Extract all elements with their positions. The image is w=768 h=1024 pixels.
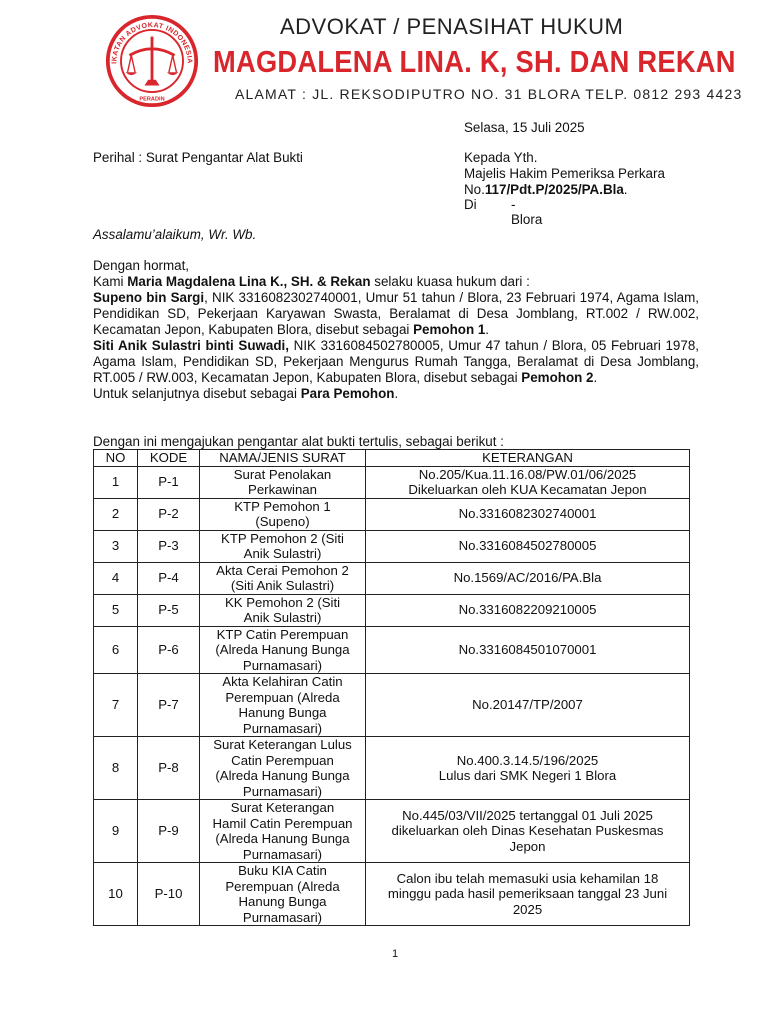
recipient-case-number: No.117/Pdt.P/2025/PA.Bla. xyxy=(464,182,628,197)
header-name: NAMA/JENIS SURAT xyxy=(200,450,366,467)
table-row xyxy=(94,530,690,562)
table-row xyxy=(94,737,690,800)
cell-name: Surat Keterangan Hamil Catin Perempuan (Alreda Hanung Bunga Purnamasari) xyxy=(200,800,366,863)
table-row xyxy=(94,562,690,594)
recipient-salutation: Kepada Yth. xyxy=(464,150,538,165)
cell-code: P-7 xyxy=(138,674,200,737)
cell-name: Akta Kelahiran Catin Perempuan (Alreda Hanung Bunga Purnamasari) xyxy=(200,674,366,737)
intro-line: Kami Maria Magdalena Lina K., SH. & Rekan selaku kuasa hukum dari : xyxy=(93,274,530,289)
cell-no: 1 xyxy=(94,466,138,498)
cell-note: No.3316084501070001 xyxy=(366,626,690,674)
firm-name: MAGDALENA LINA. K, SH. DAN REKAN xyxy=(213,44,736,79)
cell-note: No.20147/TP/2007 xyxy=(366,674,690,737)
firm-seal-logo xyxy=(105,14,199,108)
cell-name: Surat Penolakan Perkawinan xyxy=(200,466,366,498)
header-note: KETERANGAN xyxy=(366,450,690,467)
cell-name: KK Pemohon 2 (Siti Anik Sulastri) xyxy=(200,594,366,626)
firm-address: ALAMAT : JL. REKSODIPUTRO NO. 31 BLORA TELP. 0812 293 4423 xyxy=(235,86,743,102)
cell-code: P-4 xyxy=(138,562,200,594)
table-header-row xyxy=(94,450,690,467)
table-intro: Dengan ini mengajukan pengantar alat bukti tertulis, sebagai berikut : xyxy=(93,434,504,449)
recipient-city: Blora xyxy=(511,212,543,227)
table-row xyxy=(94,466,690,498)
cell-note: No.1569/AC/2016/PA.Bla xyxy=(366,562,690,594)
cell-no: 9 xyxy=(94,800,138,863)
recipient-court: Majelis Hakim Pemeriksa Perkara xyxy=(464,166,665,181)
cell-no: 6 xyxy=(94,626,138,674)
letter-subject: Perihal : Surat Pengantar Alat Bukti xyxy=(93,150,303,165)
cell-name: KTP Pemohon 2 (Siti Anik Sulastri) xyxy=(200,530,366,562)
cell-no: 5 xyxy=(94,594,138,626)
page-number: 1 xyxy=(392,948,399,960)
cell-name: KTP Pemohon 1 (Supeno) xyxy=(200,498,366,530)
evidence-table xyxy=(93,449,690,926)
cell-code: P-10 xyxy=(138,863,200,926)
letter-date: Selasa, 15 Juli 2025 xyxy=(464,120,585,135)
cell-code: P-8 xyxy=(138,737,200,800)
cell-note: No.3316084502780005 xyxy=(366,530,690,562)
letter-body xyxy=(93,258,699,402)
table-row xyxy=(94,863,690,926)
cell-note: No.3316082302740001 xyxy=(366,498,690,530)
cell-name: KTP Catin Perempuan (Alreda Hanung Bunga Purnamasari) xyxy=(200,626,366,674)
seal-text: IKATAN ADVOKAT INDONESIA xyxy=(111,22,193,65)
petitioner-1: Supeno bin Sargi, NIK 3316082302740001, Umur 51 tahun / Blora, 23 Februari 1974, Agama Islam, Pendidikan SD, Pekerjaan Karyawan Swasta, Beralamat di Desa Jomblang, RT.002 / RW.002, Kecamatan Jepon, Kabupaten Blora, disebut sebagai Pemohon 1. xyxy=(93,290,699,337)
cell-no: 7 xyxy=(94,674,138,737)
table-row xyxy=(94,674,690,737)
recipient-di-label: Di xyxy=(464,197,477,212)
opening-line: Dengan hormat, xyxy=(93,258,190,273)
cell-no: 3 xyxy=(94,530,138,562)
cell-no: 2 xyxy=(94,498,138,530)
cell-no: 10 xyxy=(94,863,138,926)
cell-code: P-1 xyxy=(138,466,200,498)
table-row xyxy=(94,800,690,863)
cell-code: P-2 xyxy=(138,498,200,530)
cell-note: No.445/03/VII/2025 tertanggal 01 Juli 2025 dikeluarkan oleh Dinas Kesehatan Puskesmas Jepon xyxy=(366,800,690,863)
table-row xyxy=(94,626,690,674)
cell-name: Buku KIA Catin Perempuan (Alreda Hanung Bunga Purnamasari) xyxy=(200,863,366,926)
cell-name: Akta Cerai Pemohon 2 (Siti Anik Sulastri) xyxy=(200,562,366,594)
cell-note: No.3316082209210005 xyxy=(366,594,690,626)
petitioner-2: Siti Anik Sulastri binti Suwadi, NIK 3316084502780005, Umur 47 tahun / Blora, 05 Februari 1978, Agama Islam, Pendidikan SD, Pekerjaan Mengurus Rumah Tangga, Beralamat di Desa Jomblang, RT.005 / RW.003, Kecamatan Jepon, Kabupaten Blora, disebut sebagai Pemohon 2. xyxy=(93,338,699,385)
cell-note: No.205/Kua.11.16.08/PW.01/06/2025 Dikeluarkan oleh KUA Kecamatan Jepon xyxy=(366,466,690,498)
letterhead-title: ADVOKAT / PENASIHAT HUKUM xyxy=(280,14,624,39)
cell-code: P-6 xyxy=(138,626,200,674)
cell-note: No.400.3.14.5/196/2025 Lulus dari SMK Negeri 1 Blora xyxy=(366,737,690,800)
cell-name: Surat Keterangan Lulus Catin Perempuan (Alreda Hanung Bunga Purnamasari) xyxy=(200,737,366,800)
seal-sub-text: PERADIN xyxy=(139,96,165,103)
cell-code: P-3 xyxy=(138,530,200,562)
recipient-dash: - xyxy=(511,197,516,212)
evidence-table-body xyxy=(94,466,690,926)
cell-no: 8 xyxy=(94,737,138,800)
header-no: NO xyxy=(94,450,138,467)
hereinafter-line: Untuk selanjutnya disebut sebagai Para Pemohon. xyxy=(93,386,399,401)
cell-code: P-5 xyxy=(138,594,200,626)
table-row xyxy=(94,498,690,530)
header-code: KODE xyxy=(138,450,200,467)
table-row xyxy=(94,594,690,626)
cell-code: P-9 xyxy=(138,800,200,863)
cell-note: Calon ibu telah memasuki usia kehamilan 18 minggu pada hasil pemeriksaan tanggal 23 Juni 2025 xyxy=(366,863,690,926)
greeting: Assalamu’alaikum, Wr. Wb. xyxy=(93,227,257,242)
cell-no: 4 xyxy=(94,562,138,594)
